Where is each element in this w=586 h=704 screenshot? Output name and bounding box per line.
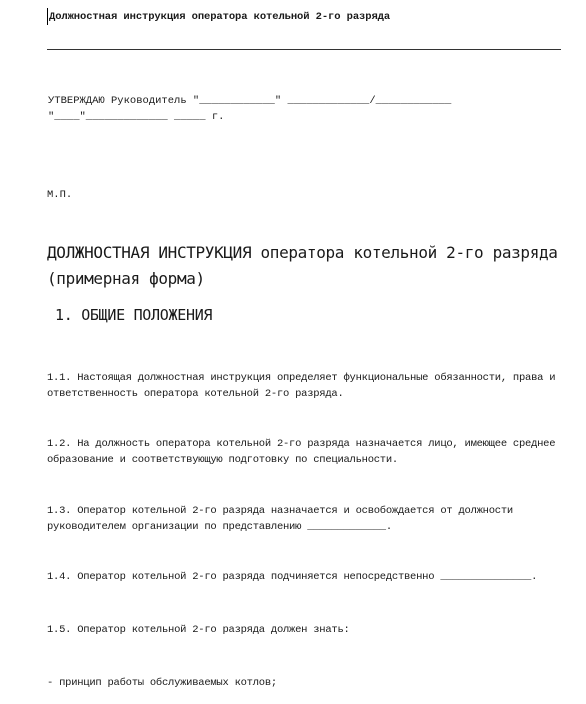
main-title: ДОЛЖНОСТНАЯ ИНСТРУКЦИЯ оператора котельной 2-го разряда (примерная форма) [47,243,558,288]
document-header-title: Должностная инструкция оператора котельной 2-го разряда [49,11,391,23]
section-1-title: 1. ОБЩИЕ ПОЛОЖЕНИЯ [55,306,213,324]
paragraph-1-4: 1.4. Оператор котельной 2-го разряда подчиняется непосредственно _______________. [47,571,538,583]
approval-line-1: УТВЕРЖДАЮ Руководитель "____________" _____________/____________ [48,95,452,107]
approval-line-2: "____"_____________ _____ г. [48,111,225,123]
header-divider [47,49,561,50]
text-cursor [47,8,48,25]
paragraph-1-2: 1.2. На должность оператора котельной 2-го разряда назначается лицо, имеющее среднее образование и соответствующую подготовку по специальности. [47,438,556,466]
paragraph-1-1: 1.1. Настоящая должностная инструкция определяет функциональные обязанности, права и ответственность оператора котельной 2-го разряда. [47,372,556,400]
paragraph-1-5: 1.5. Оператор котельной 2-го разряда должен знать: [47,624,350,636]
paragraph-1-3: 1.3. Оператор котельной 2-го разряда назначается и освобождается от должности руководителем организации по представлению _____________. [47,505,513,533]
list-item-boiler-principle: - принцип работы обслуживаемых котлов; [47,677,277,689]
stamp-mark: М.П. [47,189,73,201]
